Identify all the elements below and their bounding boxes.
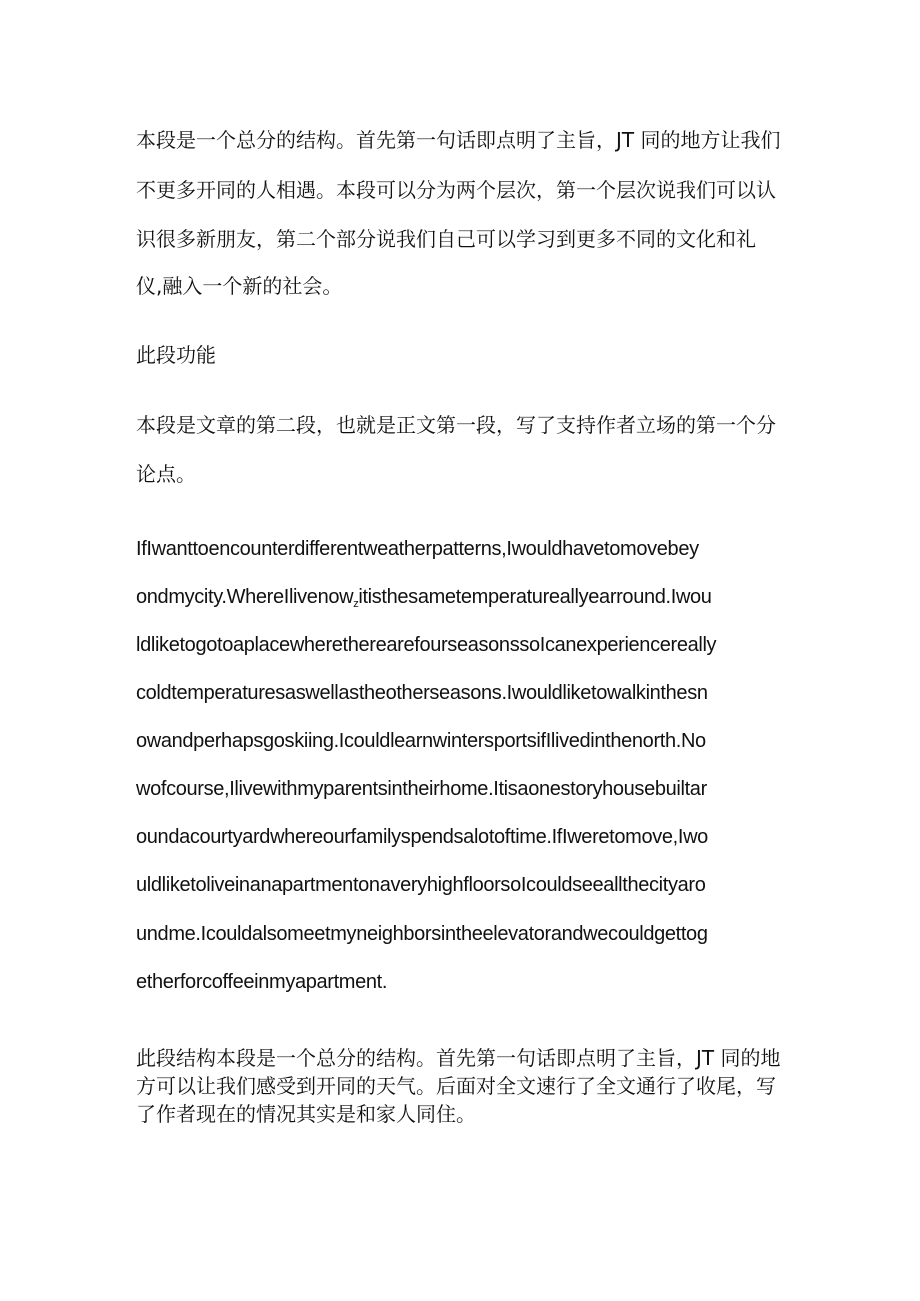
- english-line-10: etherforcoffeeinmyapartment.: [136, 971, 388, 993]
- english-line-2-subscript: z: [353, 598, 359, 610]
- english-line-8: uldliketoliveinanapartmentonaveryhighfloorsoIcouldseeallthecityaro: [136, 874, 706, 896]
- section-heading-function: 此段功能: [136, 343, 216, 367]
- paragraph-1-line-4: 仪,融入一个新的社会。: [136, 274, 343, 298]
- english-line-6: wofcourse,Ilivewithmyparentsintheirhome.Itisaonestoryhousebuiltar: [136, 778, 707, 800]
- english-line-3: ldliketogotoaplacewheretherearefourseasonssoIcanexperiencereally: [136, 634, 717, 656]
- paragraph-3-line-3: 了作者现在的情况其实是和家人同住。: [136, 1102, 476, 1126]
- paragraph-2-line-1: 本段是文章的第二段，也就是正文第一段，写了支持作者立场的第一个分: [136, 413, 776, 437]
- english-line-9: undme.Icouldalsomeetmyneighborsintheelevatorandwecouldgettog: [136, 923, 708, 945]
- paragraph-1-line-2: 不更多开同的人相遇。本段可以分为两个层次，第一个层次说我们可以认: [136, 178, 776, 202]
- paragraph-3-line-1: 此段结构本段是一个总分的结构。首先第一句话即点明了主旨，JT 同的地: [136, 1046, 781, 1070]
- english-line-2-part-a: ondmycity.WhereIlivenow: [136, 586, 354, 608]
- english-line-1: IfIwanttoencounterdifferentweatherpatterns,Iwouldhavetomovebey: [136, 538, 699, 560]
- paragraph-1-line-1: 本段是一个总分的结构。首先第一句话即点明了主旨，JT 同的地方让我们: [136, 128, 781, 152]
- paragraph-1-line-3: 识很多新朋友，第二个部分说我们自己可以学习到更多不同的文化和礼: [136, 227, 756, 251]
- paragraph-2-line-2: 论点。: [136, 462, 196, 486]
- english-line-2-part-b: itisthesametemperatureallyearround.Iwou: [358, 586, 712, 608]
- english-line-2: [136, 585, 786, 616]
- paragraph-3-line-2: 方可以让我们感受到开同的天气。后面对全文速行了全文通行了收尾，写: [136, 1074, 776, 1098]
- english-line-7: oundacourtyardwhereourfamilyspendsalotoftime.IfIweretomove,Iwo: [136, 826, 708, 848]
- english-line-5: owandperhapsgoskiing.IcouldlearnwintersportsifIlivedinthenorth.No: [136, 730, 706, 752]
- english-line-4: coldtemperaturesaswellastheotherseasons.Iwouldliketowalkinthesn: [136, 682, 708, 704]
